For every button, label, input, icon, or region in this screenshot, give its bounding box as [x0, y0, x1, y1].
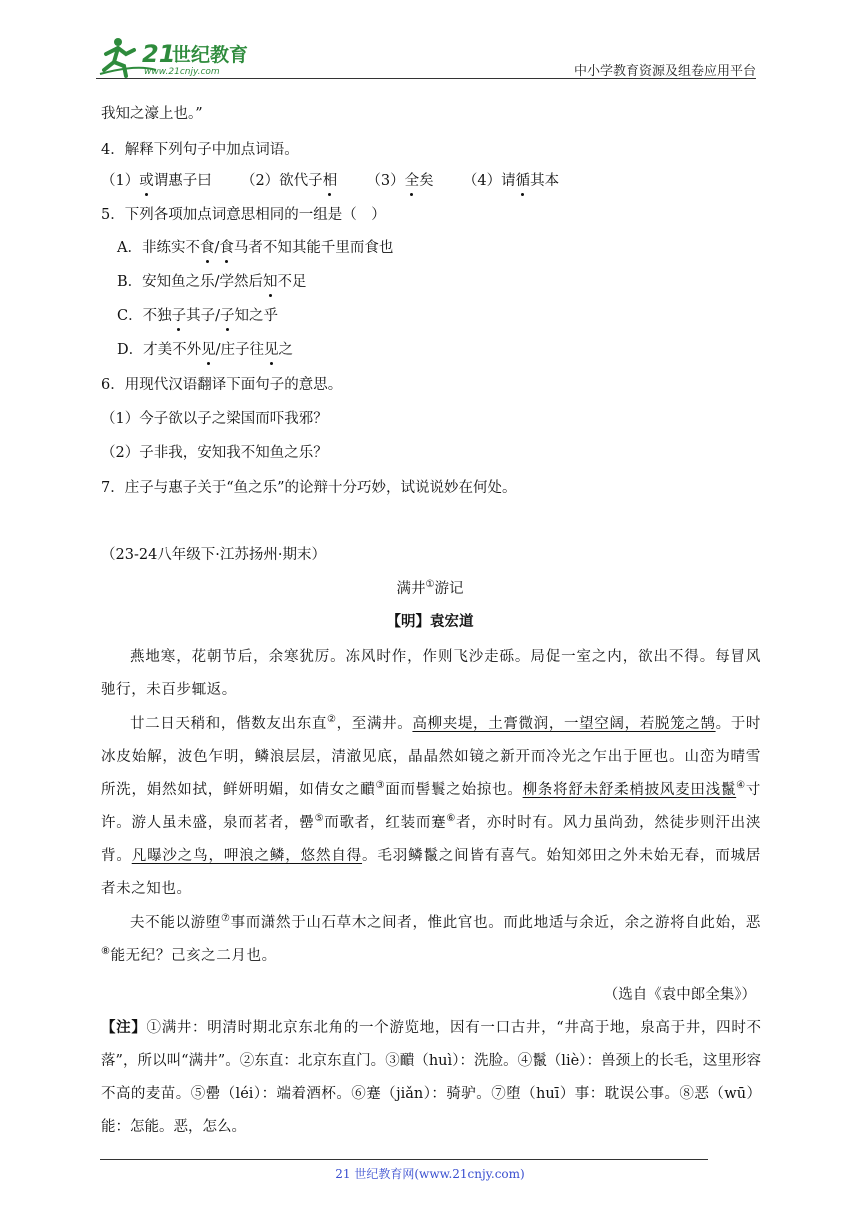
q5-title: 5．下列各项加点词意思相同的一组是（ ） [101, 207, 386, 223]
page-header [0, 0, 860, 82]
logo-text-cn: 世纪教育 [172, 44, 249, 66]
author-text: 【明】袁宏道 [386, 613, 474, 630]
underlined-sentence-2: 柳条将舒未舒柔梢披风麦田浅鬣 [522, 782, 737, 798]
title-footnote-mark: ① [425, 579, 435, 591]
p2-text-d: 面而髻鬟之始掠也。 [385, 782, 523, 798]
q4-item-3: （3）全矣 [366, 173, 434, 189]
passage-source: （23-24八年级下·江苏扬州·期末） [101, 547, 327, 563]
footnote-mark: ⑧ [101, 946, 111, 958]
q4-item-2: （2）欲代子相 [240, 173, 338, 189]
footnotes [101, 1011, 761, 1144]
title-part-2: 游记 [434, 581, 464, 597]
q4-item-1: （1）或谓惠子曰 [101, 173, 212, 189]
p3-text-c: 能无纪？己亥之二月也。 [110, 948, 277, 964]
notes-text: ①满井：明清时期北京东北角的一个游览地，因有一口古井，“井高于地，泉高于井，四时不落”，所以叫“满井”。②东直：北京东直门。③靧（huì）：洗脸。④鬣（liè）：兽颈上的长毛，这里形容不高的麦苗。⑤罍（léi）：端着酒杯。⑥蹇（jiǎn）：骑驴。⑦堕（huī）事：耽误公事。⑧恶（wū）能：怎能。恶，怎么。 [101, 1020, 761, 1135]
q6-title: 6．用现代汉语翻译下面句子的意思。 [101, 377, 343, 393]
footnote-mark: ④ [736, 780, 746, 792]
footnote-mark: ⑤ [314, 813, 325, 825]
footer-link[interactable]: 21 世纪教育网(www.21cnjy.com) [335, 1167, 525, 1181]
passage-author [0, 612, 860, 632]
q6-item-2: （2）子非我，安知我不知鱼之乐？ [101, 445, 328, 461]
footer-divider [100, 1159, 708, 1160]
p2-text-c: 。于时冰皮始解，波色乍明，鳞浪层层，清澈见底，晶晶然如镜之新开而冷光之乍出于匣也。山峦为晴雪所洗，娟然如拭，鲜妍明媚，如倩女之靧 [101, 716, 761, 798]
q4-title: 4．解释下列句子中加点词语。 [101, 142, 299, 158]
passage-paragraph-2 [101, 708, 761, 906]
q4-items [101, 171, 559, 191]
p2-text-e: 寸许。游人虽未盛，泉而茗者，罍 [101, 782, 761, 831]
footnote-mark: ③ [375, 780, 386, 792]
q4-item-4: （4）请循其本 [462, 173, 560, 189]
passage-citation: （选自《袁中郎全集》） [603, 987, 756, 1003]
q5-option-d: D．才美不外见/庄子往见之 [117, 342, 294, 358]
p2-text-h: 。毛羽鳞鬣之间皆有喜气。 [362, 848, 547, 864]
q7-title: 7．庄子与惠子关于“鱼之乐”的论辩十分巧妙，试说说妙在何处。 [101, 480, 517, 496]
p2-text-i: 始知郊田之外未始无春，而城居者未之知也。 [101, 848, 762, 897]
p2-text-f: 而歌者，红装而蹇 [324, 815, 447, 831]
header-divider [96, 78, 756, 79]
underlined-sentence-3: 凡曝沙之鸟，呷浪之鳞，悠然自得 [131, 848, 363, 864]
footnote-mark: ⑦ [220, 913, 231, 925]
underlined-sentence-1: 高柳夹堤，土膏微润，一望空阔，若脱笼之鹄 [412, 716, 716, 732]
p2-text-g: 者，亦时时有。风力虽尚劲，然徒步则汗出浃背。 [101, 815, 762, 864]
platform-name: 中小学教育资源及组卷应用平台 [573, 64, 756, 79]
logo-icon [96, 34, 266, 78]
q5-option-c: C．不独子其子/子知之乎 [117, 308, 278, 324]
p2-text-b: ，至满井。 [336, 716, 413, 732]
footnote-mark: ⑥ [446, 813, 457, 825]
footnote-mark: ② [327, 714, 337, 726]
logo-url: www.21cnjy.com [144, 67, 220, 77]
q5-option-b: B．安知鱼之乐/学然后知不足 [117, 274, 307, 290]
p3-text-a: 夫不能以游堕 [130, 915, 221, 931]
logo-text: 21 [142, 40, 176, 68]
passage-paragraph-3 [101, 907, 761, 973]
p2-text-a: 廿二日天稍和，偕数友出东直 [130, 716, 328, 732]
notes-label: 【注】 [101, 1019, 147, 1036]
q6-item-1: （1）今子欲以子之梁国而吓我邪？ [101, 411, 328, 427]
prev-answer-line: 我知之濠上也。” [101, 106, 203, 122]
site-logo[interactable] [96, 34, 266, 78]
p3-text-b: 事而潇然于山石草木之间者，惟此官也。而此地适与余近，余之游将自此始，恶 [230, 915, 761, 931]
q5-option-a: A．非练实不食/食马者不知其能千里而食也 [117, 240, 394, 256]
passage-title [0, 579, 860, 599]
title-part-1: 满井 [396, 581, 426, 597]
passage-paragraph-1: 燕地寒，花朝节后，余寒犹厉。冻风时作，作则飞沙走砾。局促一室之内，欲出不得。每冒风驰行，未百步辄返。 [101, 649, 761, 698]
